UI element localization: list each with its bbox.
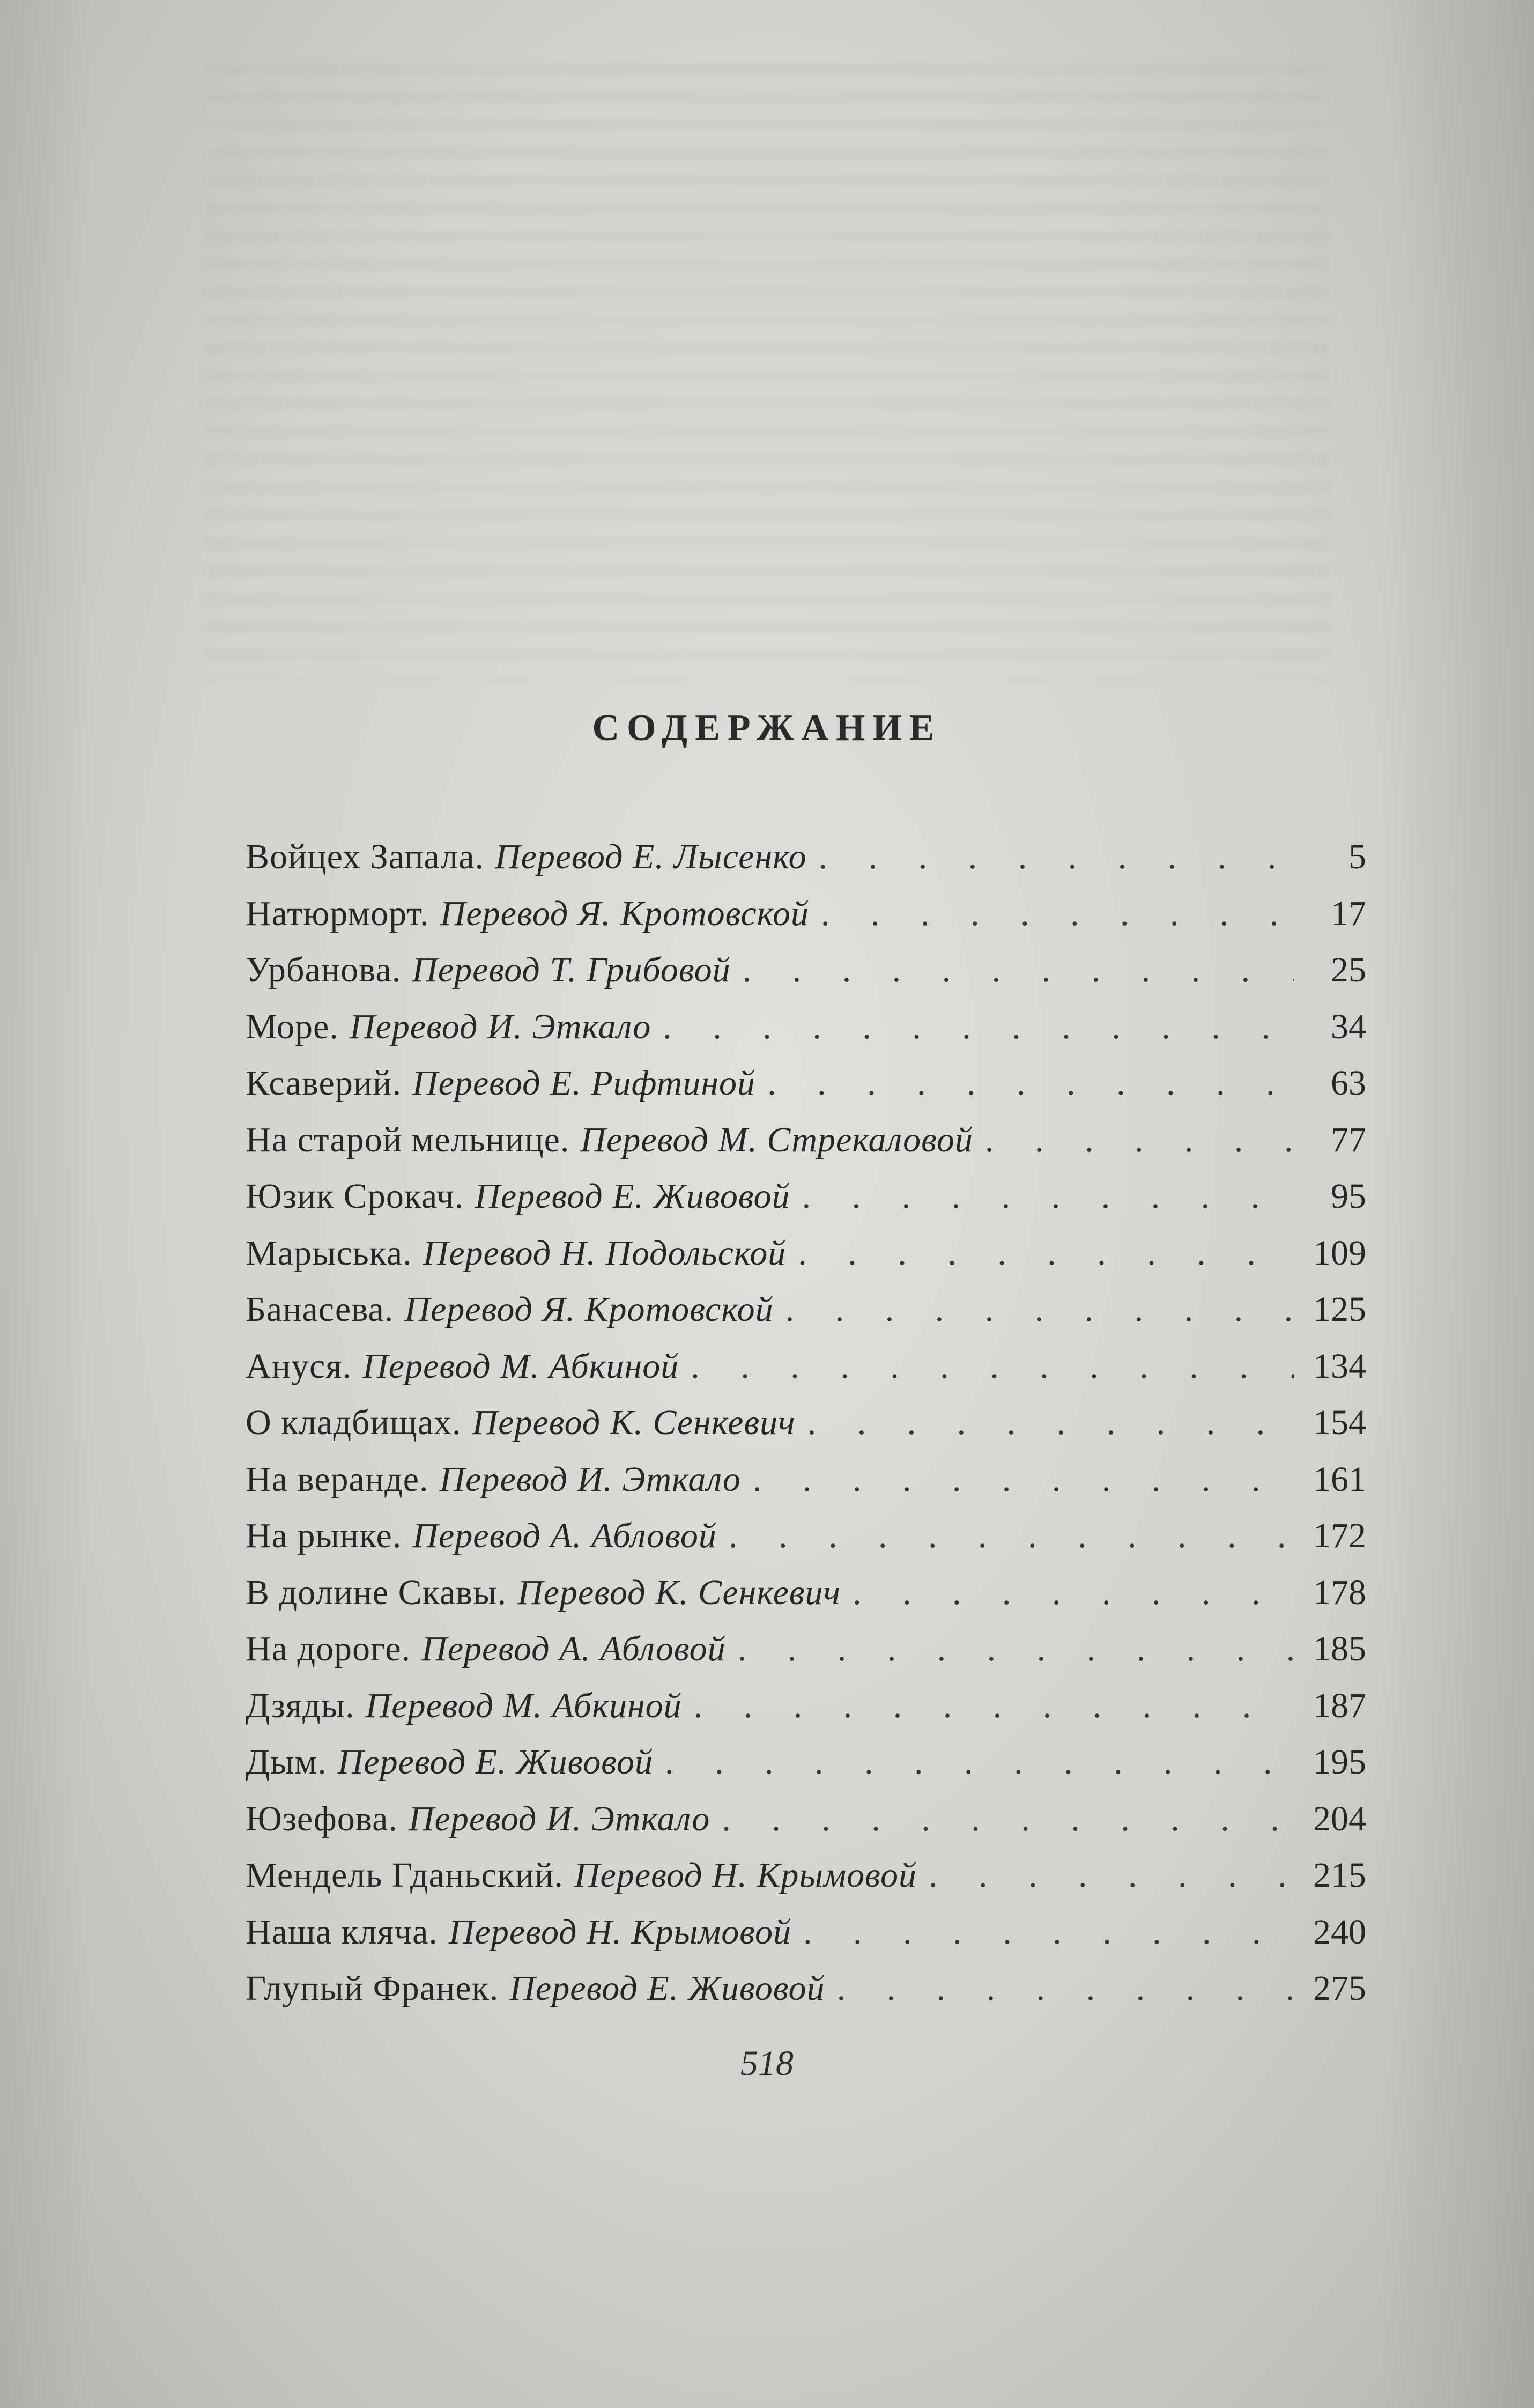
dot-leader	[785, 1281, 1294, 1338]
toc-entry-translator: Перевод Е. Живовой	[337, 1742, 654, 1782]
toc-entry-page: 5	[1348, 837, 1366, 876]
toc-entry	[246, 1960, 1366, 2017]
toc-entry-title: Юзик Срокач.	[246, 1177, 464, 1216]
toc-entry-page: 215	[1313, 1856, 1366, 1895]
dot-leader	[753, 1451, 1294, 1508]
dot-leader	[837, 1960, 1294, 2017]
toc-entry	[246, 885, 1366, 942]
toc-entry-page: 161	[1313, 1459, 1366, 1499]
toc-entry-page: 185	[1313, 1629, 1366, 1668]
toc-entry-page: 178	[1313, 1572, 1366, 1612]
toc-entry-page: 95	[1331, 1177, 1366, 1216]
toc-entry-page: 240	[1313, 1912, 1366, 1952]
toc-entry	[246, 942, 1366, 999]
toc-entry-title: Банасева.	[246, 1290, 394, 1329]
dot-leader	[821, 885, 1294, 942]
toc-entry-translator: Перевод Н. Крымовой	[448, 1912, 792, 1952]
toc-entry-translator: Перевод А. Абловой	[412, 1516, 717, 1555]
toc-entry	[246, 1112, 1366, 1169]
dot-leader	[665, 1734, 1294, 1791]
toc-entry-title: Марыська.	[246, 1233, 412, 1273]
toc-entry	[246, 1168, 1366, 1225]
toc-entry-page: 275	[1313, 1969, 1366, 2008]
toc-entry-translator: Перевод М. Абкиной	[362, 1346, 679, 1386]
dot-leader	[802, 1168, 1294, 1225]
toc-entry-title: Натюрморт.	[246, 893, 429, 933]
toc-entry-translator: Перевод Е. Рифтиной	[412, 1063, 756, 1103]
dot-leader	[722, 1791, 1294, 1848]
dot-leader	[807, 1394, 1294, 1451]
toc-entry	[246, 1621, 1366, 1678]
dot-leader	[691, 1338, 1294, 1395]
toc-entry-title: Ксаверий.	[246, 1063, 402, 1103]
toc-entry-title: Юзефова.	[246, 1799, 398, 1838]
toc-entry	[246, 1734, 1366, 1791]
dot-leader	[743, 942, 1294, 999]
toc-entry-translator: Перевод А. Абловой	[421, 1629, 726, 1668]
toc-entry-page: 17	[1331, 893, 1366, 933]
toc-entry-title: Урбанова.	[246, 950, 402, 989]
toc-entry-translator: Перевод Т. Грибовой	[412, 950, 731, 989]
toc-entry	[246, 1791, 1366, 1848]
toc-entry	[246, 829, 1366, 885]
toc-entry-translator: Перевод Н. Подольской	[423, 1233, 787, 1273]
toc-entry-title: Наша кляча.	[246, 1912, 438, 1952]
toc-entry-page: 77	[1331, 1120, 1366, 1159]
toc-entry-translator: Перевод И. Эткало	[408, 1799, 710, 1838]
dot-leader	[729, 1508, 1294, 1564]
toc-entry-translator: Перевод М. Абкиной	[365, 1686, 682, 1725]
toc-entry-page: 109	[1313, 1233, 1366, 1273]
toc-entry	[246, 1678, 1366, 1734]
toc-entry-page: 134	[1313, 1346, 1366, 1386]
toc-entry	[246, 1394, 1366, 1451]
dot-leader	[853, 1564, 1294, 1621]
toc-entry	[246, 1508, 1366, 1564]
dot-leader	[767, 1055, 1294, 1112]
page-title: СОДЕРЖАНИЕ	[592, 707, 942, 749]
toc-entry	[246, 1338, 1366, 1395]
dot-leader	[803, 1904, 1294, 1961]
toc-entry-page: 204	[1313, 1799, 1366, 1838]
dot-leader	[738, 1621, 1294, 1678]
toc-entry-title: Море.	[246, 1007, 339, 1046]
toc-entry-translator: Перевод К. Сенкевич	[517, 1572, 841, 1612]
toc-entry-page: 125	[1313, 1290, 1366, 1329]
toc-entry-translator: Перевод Н. Крымовой	[574, 1856, 917, 1895]
toc-entry-page: 25	[1331, 950, 1366, 989]
toc-entry-title: Мендель Гданьский.	[246, 1856, 564, 1895]
dot-leader	[819, 829, 1294, 885]
dot-leader	[663, 999, 1294, 1055]
show-through-text	[204, 64, 1330, 681]
toc-entry	[246, 1451, 1366, 1508]
toc-entry	[246, 1904, 1366, 1961]
toc-entry-title: О кладбищах.	[246, 1403, 462, 1442]
dot-leader	[798, 1225, 1294, 1282]
toc-entry	[246, 1055, 1366, 1112]
toc-entry	[246, 1847, 1366, 1904]
toc-entry-page: 34	[1331, 1007, 1366, 1046]
dot-leader	[985, 1112, 1294, 1169]
toc-entry-translator: Перевод Е. Живовой	[475, 1177, 790, 1216]
toc-entry-translator: Перевод Е. Лысенко	[495, 837, 807, 876]
toc-entry-translator: Перевод М. Стрекаловой	[580, 1120, 973, 1159]
toc-entry-title: В долине Скавы.	[246, 1572, 507, 1612]
toc-entry-translator: Перевод Я. Кротовской	[440, 893, 810, 933]
toc-entry-title: Глупый Франек.	[246, 1969, 499, 2008]
page-number: 518	[740, 2044, 794, 2083]
toc-entry-title: На старой мельнице.	[246, 1120, 570, 1159]
toc-entry-page: 63	[1331, 1063, 1366, 1103]
toc-entry-translator: Перевод И. Эткало	[439, 1459, 741, 1499]
toc-entry-translator: Перевод К. Сенкевич	[472, 1403, 796, 1442]
toc-entry-title: На веранде.	[246, 1459, 429, 1499]
toc-entry-page: 154	[1313, 1403, 1366, 1442]
toc-entry-page: 195	[1313, 1742, 1366, 1782]
toc-entry	[246, 1281, 1366, 1338]
toc-entry-title: На дороге.	[246, 1629, 411, 1668]
toc-entry-page: 187	[1313, 1686, 1366, 1725]
toc-entry-title: Дым.	[246, 1742, 327, 1782]
toc-entry-translator: Перевод Я. Кротовской	[404, 1290, 774, 1329]
toc-entry-translator: Перевод Е. Живовой	[509, 1969, 825, 2008]
toc-entry-title: На рынке.	[246, 1516, 402, 1555]
toc-entry	[246, 1225, 1366, 1282]
table-of-contents	[246, 829, 1366, 2017]
toc-entry	[246, 1564, 1366, 1621]
toc-entry-title: Войцех Запала.	[246, 837, 484, 876]
dot-leader	[929, 1847, 1294, 1904]
toc-entry	[246, 999, 1366, 1055]
dot-leader	[694, 1678, 1294, 1734]
toc-entry-translator: Перевод И. Эткало	[349, 1007, 651, 1046]
toc-entry-title: Ануся.	[246, 1346, 352, 1386]
toc-entry-page: 172	[1313, 1516, 1366, 1555]
toc-entry-title: Дзяды.	[246, 1686, 355, 1725]
